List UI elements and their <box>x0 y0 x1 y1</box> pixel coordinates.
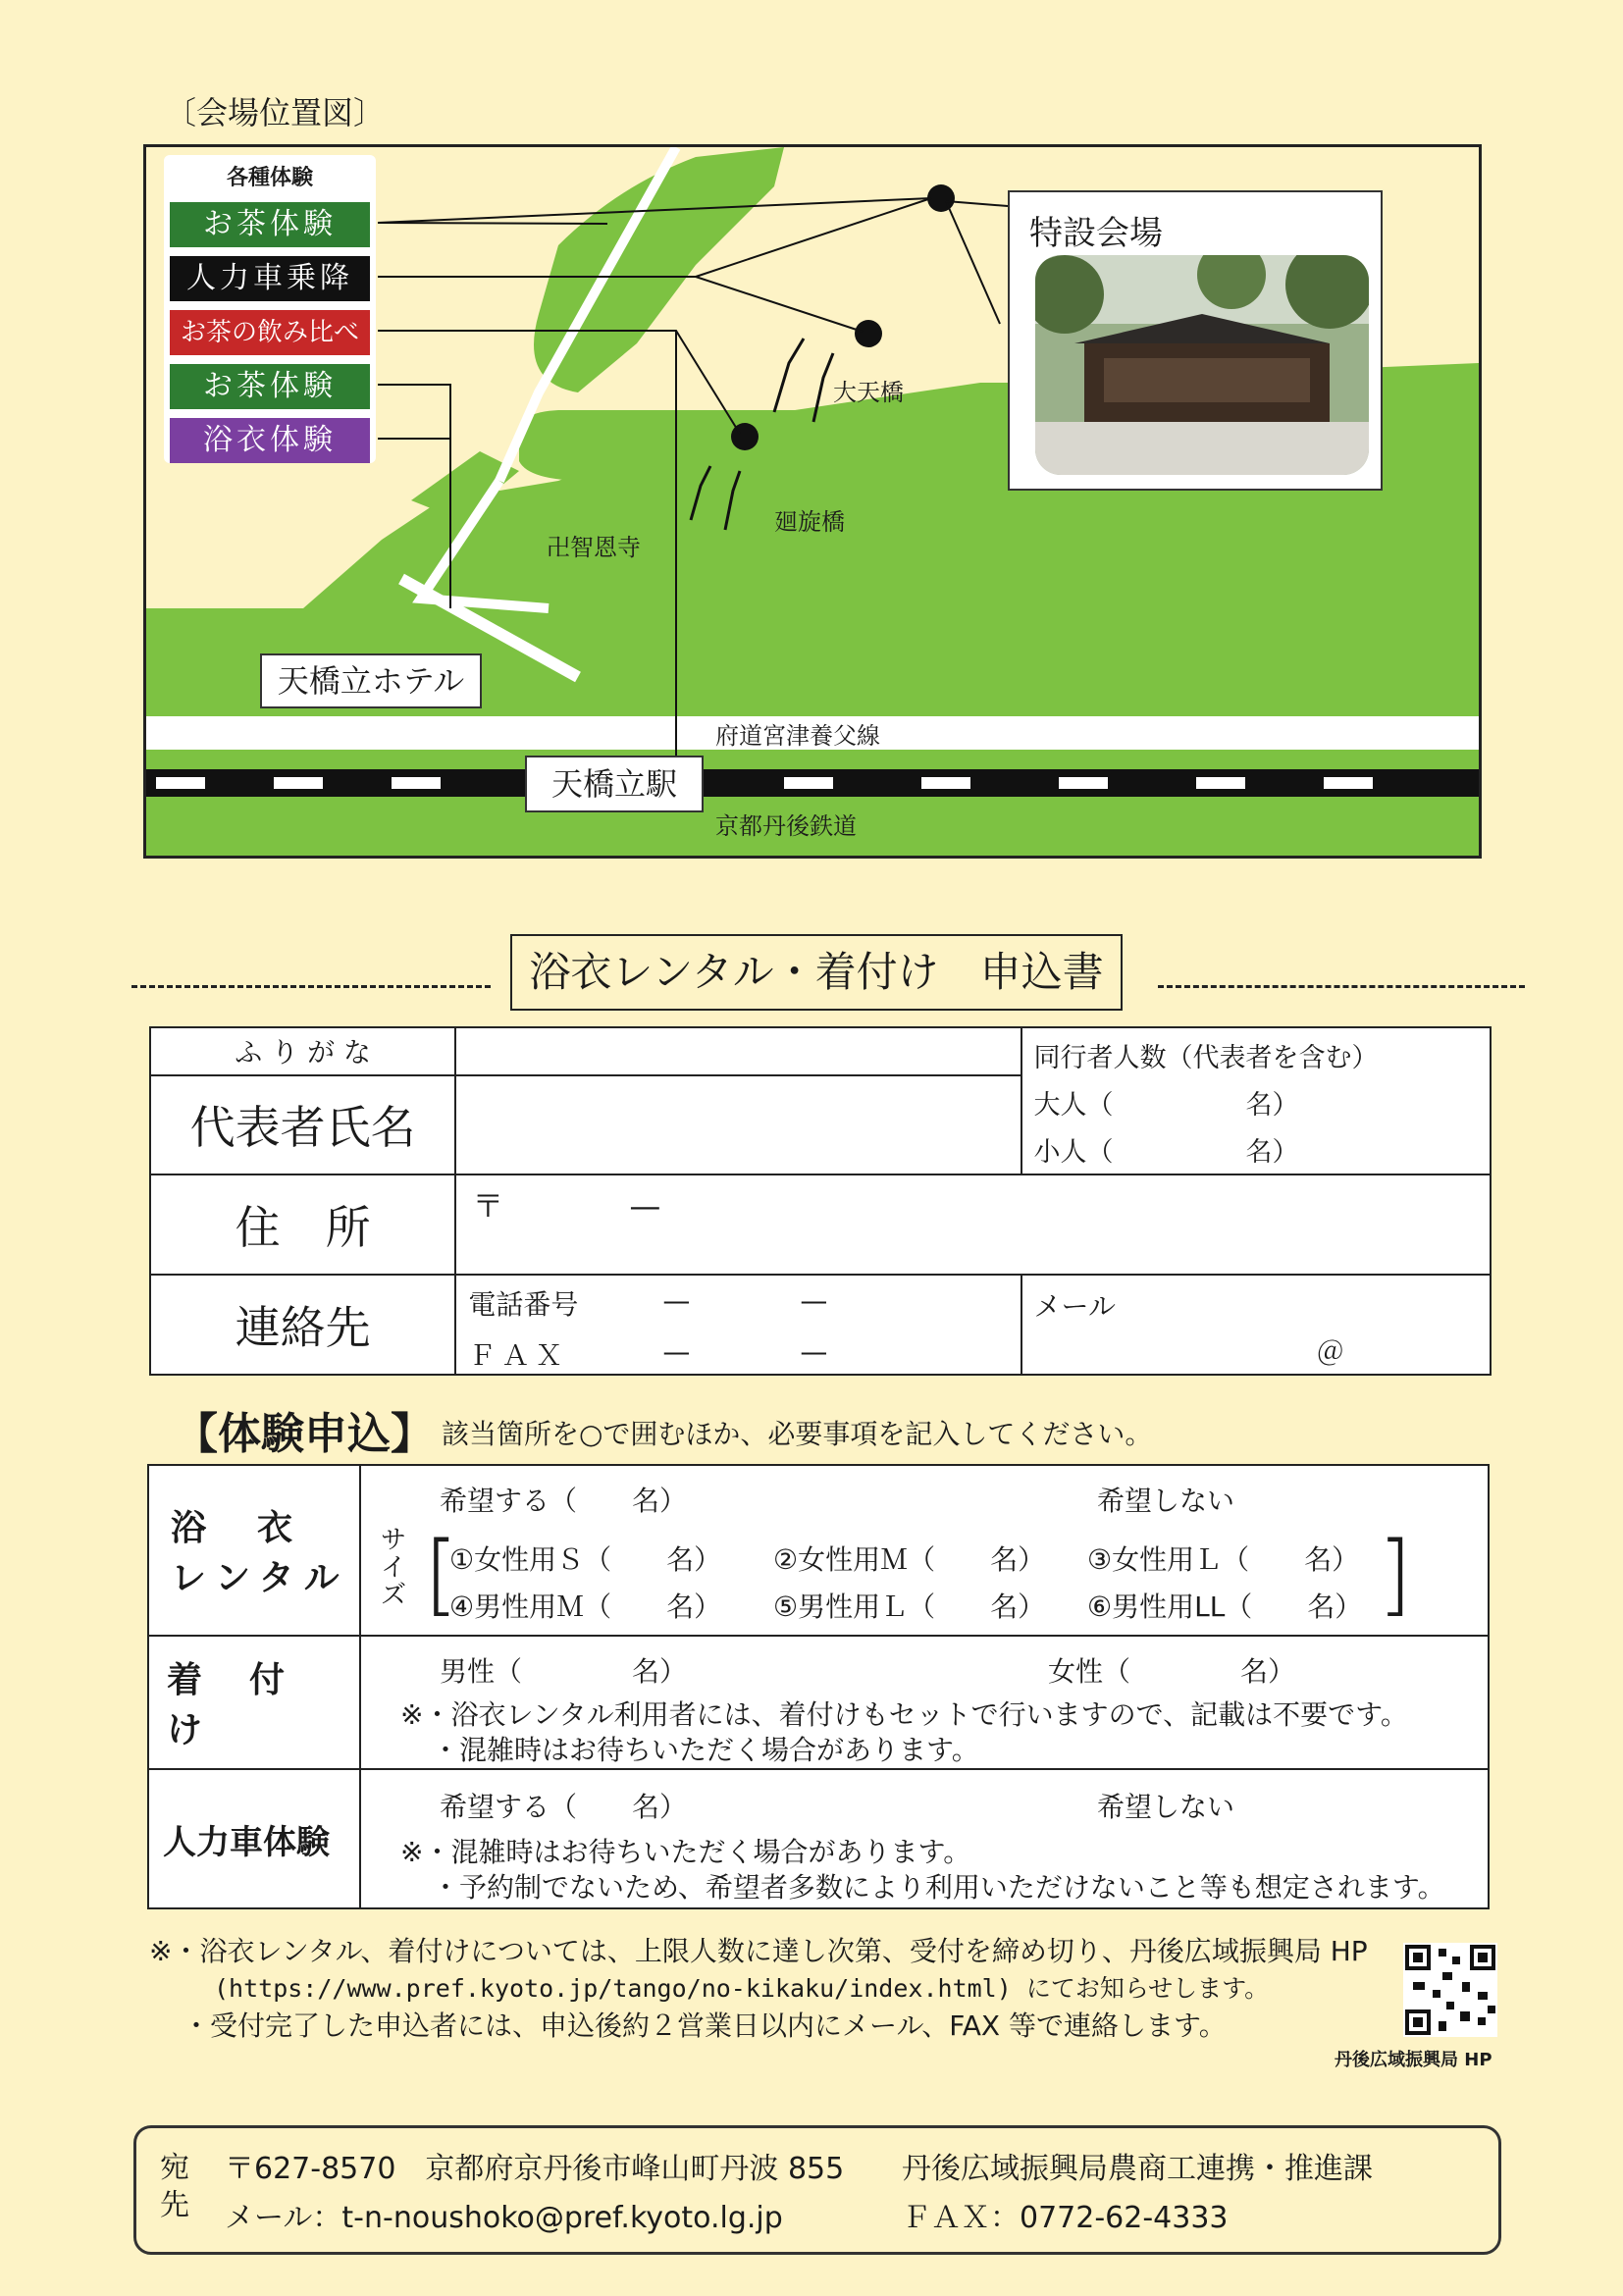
phone-label: 電話番号 <box>468 1288 579 1321</box>
label-hotel: 天橋立ホテル <box>260 653 482 708</box>
rickshaw-note-1: ※・混雑時はお待ちいただく場合があります。 <box>400 1836 971 1868</box>
destination-box <box>133 2125 1501 2255</box>
kitsuke-note-1: ※・浴衣レンタル利用者には、着付けもセットで行いますので、記載は不要です。 <box>400 1698 1408 1731</box>
rickshaw-label: 人力車体験 <box>148 1769 360 1908</box>
size-m-female[interactable]: ②女性用Ｍ（ 名） <box>773 1543 1046 1576</box>
companions-cell <box>1021 1027 1492 1174</box>
legend-item-rickshaw: 人力車乗降 <box>170 256 370 301</box>
phone-fax-field[interactable] <box>455 1275 1021 1375</box>
label-kaisenkyo: 廻旋橋 <box>774 508 845 536</box>
size-m-male[interactable]: ④男性用Ｍ（ 名） <box>449 1591 722 1623</box>
yukata-field[interactable] <box>360 1465 1489 1636</box>
label-railway: 京都丹後鉄道 <box>715 812 857 840</box>
name-field[interactable] <box>455 1075 1021 1174</box>
rickshaw-nowish[interactable]: 希望しない <box>1097 1791 1235 1823</box>
label-station: 天橋立駅 <box>525 756 704 812</box>
venue-dot-1 <box>927 184 955 212</box>
yukata-wish[interactable]: 希望する（ 名） <box>440 1485 688 1517</box>
yukata-label: 浴 衣 レンタル <box>148 1465 360 1636</box>
applicant-table <box>149 1026 1492 1376</box>
postal-mark: 〒 — <box>472 1187 661 1225</box>
phone-dash: — — <box>662 1284 828 1317</box>
title-dash-right <box>1158 985 1525 988</box>
destination-dept: 丹後広域振興局農商工連携・推進課 <box>902 2152 1373 2186</box>
experience-instruction: 該当箇所を○で囲むほか、必要事項を記入してください。 <box>442 1418 1153 1450</box>
name-label: 代表者氏名 <box>150 1075 455 1174</box>
size-bracket-right: ] <box>1378 1523 1413 1626</box>
size-l-male[interactable]: ⑤男性用Ｌ（ 名） <box>773 1591 1046 1623</box>
venue-map <box>143 144 1482 859</box>
destination-fax: ＦＡＸ：0772-62-4333 <box>902 2201 1229 2235</box>
kitsuke-female[interactable]: 女性（ 名） <box>1048 1655 1296 1688</box>
size-label: サイズ <box>381 1526 407 1610</box>
yukata-nowish[interactable]: 希望しない <box>1097 1485 1235 1517</box>
legend-item-tea-2: お茶体験 <box>170 364 370 409</box>
fax-label: ＦＡＸ <box>468 1339 569 1372</box>
kitsuke-male[interactable]: 男性（ 名） <box>440 1655 688 1688</box>
furigana-field[interactable] <box>455 1027 1021 1075</box>
size-ll-male[interactable]: ⑥男性用LL（ 名） <box>1087 1591 1363 1623</box>
label-road: 府道宮津養父線 <box>715 722 880 750</box>
legend-item-yukata: 浴衣体験 <box>170 418 370 463</box>
rickshaw-note-2: ・予約制でないため、希望者多数により利用いただけないこと等も想定されます。 <box>432 1871 1445 1904</box>
rickshaw-wish[interactable]: 希望する（ 名） <box>440 1791 688 1823</box>
experience-table <box>147 1464 1490 1909</box>
venue-photo <box>1035 255 1369 475</box>
legend-item-tea-tasting: お茶の飲み比べ <box>170 310 370 355</box>
destination-postal: 〒627-8570 京都府京丹後市峰山町丹波 855 <box>225 2152 845 2186</box>
qr-code[interactable] <box>1403 1943 1497 2037</box>
experience-legend <box>164 155 376 463</box>
furigana-label: ふ り が な <box>150 1027 455 1075</box>
size-s-female[interactable]: ①女性用Ｓ（ 名） <box>449 1543 722 1576</box>
experience-heading: 【体験申込】 <box>175 1409 434 1459</box>
address-field[interactable] <box>455 1174 1491 1275</box>
size-l-female[interactable]: ③女性用Ｌ（ 名） <box>1087 1543 1360 1576</box>
label-ohashidate: 大天橋 <box>833 379 904 406</box>
mail-label: メール <box>1033 1290 1116 1323</box>
qr-caption: 丹後広域振興局 HP <box>1335 2050 1492 2070</box>
title-dash-left <box>131 985 491 988</box>
venue-dot-2 <box>855 320 882 347</box>
fax-dash: — — <box>662 1335 828 1368</box>
footer-note-2: ・受付完了した申込者には、申込後約２営業日以内にメール、FAX 等で連絡します。 <box>183 2009 1227 2042</box>
destination-label: 宛先 <box>160 2151 189 2222</box>
mail-field[interactable] <box>1021 1275 1492 1375</box>
kitsuke-note-2: ・混雑時はお待ちいただく場合があります。 <box>432 1734 979 1766</box>
label-chionji: 卍智恩寺 <box>547 534 641 561</box>
inset-title: 特設会場 <box>1029 214 1163 253</box>
address-label: 住 所 <box>150 1174 455 1275</box>
legend-title: 各種体験 <box>226 166 313 190</box>
footer-note-1: ※・浴衣レンタル、着付けについては、上限人数に達し次第、受付を締め切り、丹後広域振興局 HP <box>149 1935 1368 1967</box>
kitsuke-label: 着 付 け <box>148 1636 360 1769</box>
adult-count-field[interactable]: 大人（ 名） <box>1033 1090 1299 1121</box>
map-heading: 〔会場位置図〕 <box>165 94 386 131</box>
destination-email[interactable]: メール：t-n-noushoko@pref.kyoto.lg.jp <box>225 2201 783 2235</box>
footer-note-url[interactable]: (https://www.pref.kyoto.jp/tango/no-kikaku/index.html) にてお知らせします。 <box>214 1974 1270 2003</box>
kitsuke-field[interactable] <box>360 1636 1489 1769</box>
at-mark: ＠ <box>1316 1335 1344 1368</box>
contact-label: 連絡先 <box>150 1275 455 1375</box>
companions-title: 同行者人数（代表者を含む） <box>1033 1043 1379 1073</box>
legend-item-tea: お茶体験 <box>170 202 370 247</box>
child-count-field[interactable]: 小人（ 名） <box>1033 1137 1299 1168</box>
size-bracket-left: [ <box>424 1523 459 1626</box>
form-title: 浴衣レンタル・着付け 申込書 <box>510 934 1123 1011</box>
rickshaw-field[interactable] <box>360 1769 1489 1908</box>
footer-notes <box>149 1933 1368 2045</box>
venue-inset <box>1008 190 1383 491</box>
